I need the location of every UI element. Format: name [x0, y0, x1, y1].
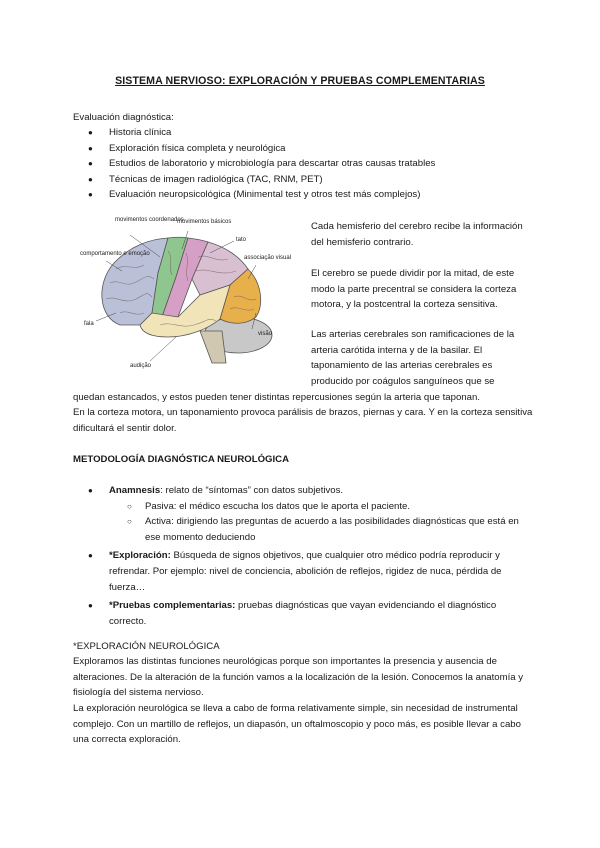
paragraph-arterias: Las arterias cerebrales son ramificaciones de la arteria carótida interna y de la basilar. El taponamiento de las arterias cerebrales es producido por coágulos sanguíneos que se — [311, 329, 515, 387]
label-movimentos-coordenados — [115, 217, 184, 223]
list-item: ● Estudios de laboratorio y microbiología para descartar otras causas tratables — [73, 156, 435, 172]
label-movimentos-basicos: movimentos básicos — [177, 219, 232, 225]
neuro-exploration-heading: *EXPLORACIÓN NEUROLÓGICA — [73, 641, 220, 652]
page-title: SISTEMA NERVIOSO: EXPLORACIÓN Y PRUEBAS COMPLEMENTARIAS — [115, 75, 485, 87]
paragraph-corteza: En la corteza motora, un taponamiento provoca parálisis de brazos, piernas y cara. Y en la corteza sensitiva dificultará el sentir dolor. — [73, 407, 533, 434]
paragraph-exploracion-simple: La exploración neurológica se lleva a cabo de forma relativamente simple, sin necesidad de instrumental complejo. Con un martillo de reflejos, un diapasón, un oftalmoscopio y poco más, es posible llevar a cabo una correcta exploración. — [73, 703, 521, 746]
anamnesis-sublist — [109, 499, 533, 546]
brain-diagram — [80, 213, 292, 371]
pruebas-label: *Pruebas complementarias: — [109, 600, 236, 612]
list-item-anamnesis — [73, 483, 533, 545]
paragraph-division: El cerebro se puede dividir por la mitad, de este modo la parte precentral se considera la corteza motora, y la postcentral la corteza sensitiva. — [311, 268, 517, 311]
label-movimentos-coordenados-line: movimentos coordenados — [115, 217, 184, 223]
label-fala: fala — [84, 321, 94, 327]
exploracion-text: Búsqueda de signos objetivos, que cualquier otro médico podría reproducir y refrendar. Por ejemplo: nivel de conciencia, abolición de reflejos, rigidez de nuca, pérdida de fuerza… — [109, 550, 502, 593]
list-item: ● Exploración física completa y neurológica — [73, 141, 435, 157]
label-audicao: audição — [130, 363, 152, 369]
list-item-pruebas — [73, 598, 533, 629]
methodology-list — [73, 483, 533, 632]
label-visao: visão — [258, 331, 273, 337]
label-tato: tato — [236, 237, 247, 243]
list-item: ● Evaluación neuropsicológica (Minimental test y otros test más complejos) — [73, 187, 435, 203]
label-comportamento: comportamento e emoção — [80, 251, 150, 257]
list-item-activa: ○ Activa: dirigiendo las preguntas de acuerdo a las posibilidades diagnósticas que está en ese momento deduciendo — [109, 514, 533, 545]
brainstem — [200, 331, 226, 363]
paragraph-arterias-cont: quedan estancados, y estos pueden tener distintas repercusiones según la arteria que taponan. — [73, 392, 480, 403]
anamnesis-label: Anamnesis — [109, 485, 161, 496]
list-item-exploracion — [73, 548, 533, 595]
label-associacao-visual: associação visual — [244, 255, 292, 261]
list-item-pasiva: ○ Pasiva: el médico escucha los datos que le aporta el paciente. — [109, 499, 533, 515]
methodology-heading: METODOLOGÍA DIAGNÓSTICA NEUROLÓGICA — [73, 454, 290, 465]
pruebas-text: pruebas diagnósticas que vayan evidenciando el diagnóstico correcto. — [109, 600, 497, 627]
paragraph-exploramos: Exploramos las distintas funciones neurológicas porque son importantes la presencia y ausencia de alteraciones. De la alteración de la función vamos a la localización de la lesión. Conocemos la anatomía y fisiología del sistema nervioso. — [73, 656, 524, 699]
paragraph-hemisferio: Cada hemisferio del cerebro recibe la información del hemisferio contrario. — [311, 221, 523, 248]
anamnesis-text: : relato de “síntomas” con datos subjetivos. — [160, 485, 344, 496]
evaluation-heading: Evaluación diagnóstica: — [73, 112, 174, 123]
exploracion-label: *Exploración: — [109, 550, 171, 562]
list-item: ● Técnicas de imagen radiológica (TAC, RNM, PET) — [73, 172, 435, 188]
list-item: ● Historia clínica — [73, 125, 435, 141]
evaluation-list — [73, 125, 435, 203]
